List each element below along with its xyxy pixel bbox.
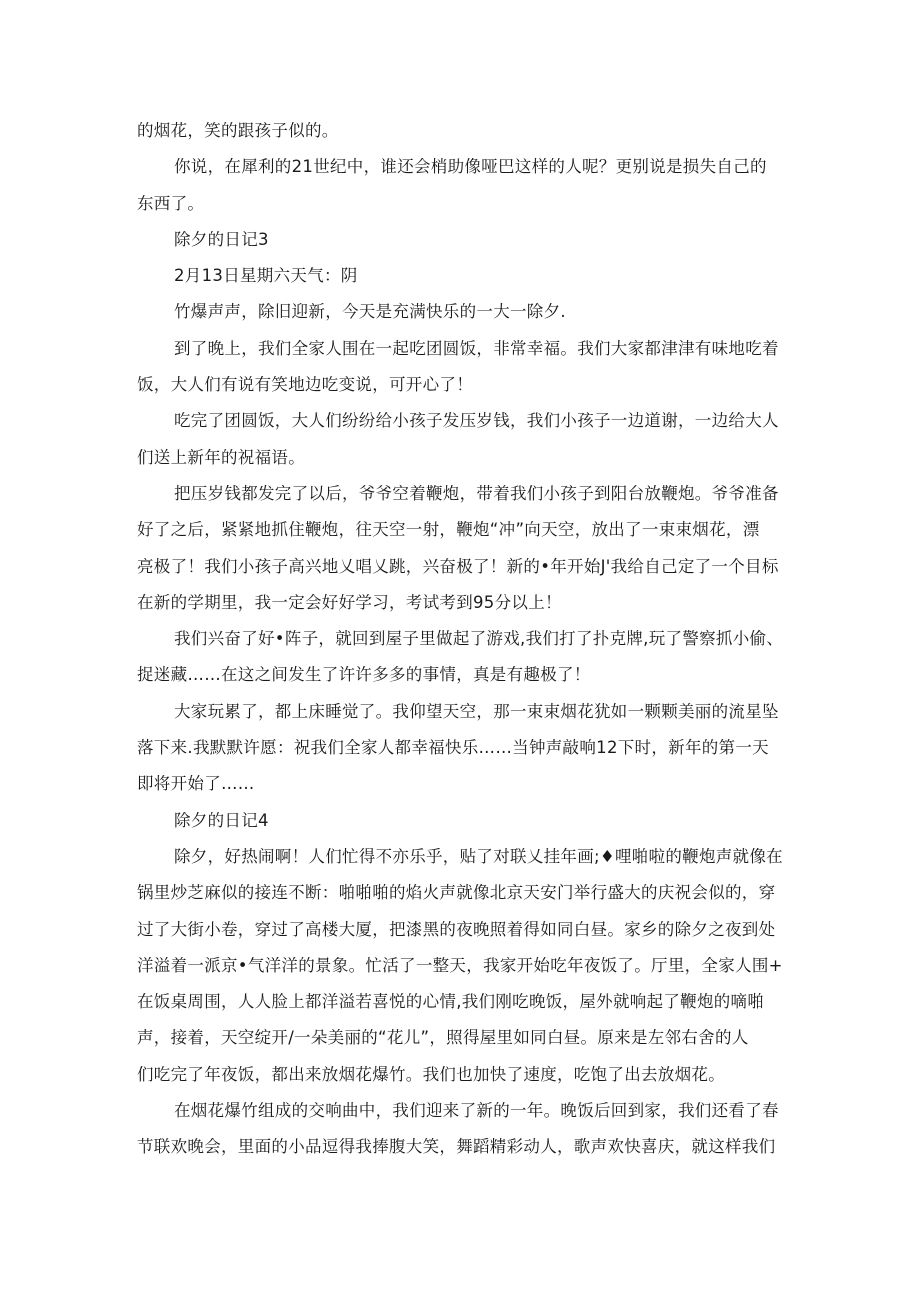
text-line: 声，接着，天空绽开/一朵美丽的“花儿”，照得屋里如同白昼。原来是左邻右舍的人: [137, 1028, 749, 1048]
text-line: 好了之后，紧紧地抓住鞭炮，往天空一射，鞭炮“冲”向天空，放出了一束束烟花，漂: [137, 520, 760, 540]
text-line: 们吃完了年夜饭，都出来放烟花爆竹。我们也加快了速度，吃饱了出去放烟花。: [137, 1064, 725, 1084]
text-line: 饭，大人们有说有笑地边吃变说，可开心了！: [137, 375, 473, 395]
text-line: 东西了。: [137, 193, 205, 213]
text-line: 除夕，好热闹啊！人们忙得不亦乐乎，贴了对联乂挂年画;♦哩啪啦的鞭炮声就像在: [174, 846, 783, 866]
text-line: 亮极了！我们小孩子高兴地乂唱乂跳，兴奋极了！新的•年开始J'我给自己定了一个目标: [137, 556, 779, 576]
text-line: 过了大街小卷，穿过了高楼大厦，把漆黑的夜晚照着得如同白昼。家乡的除夕之夜到处: [137, 919, 776, 939]
text-line: 落下来.我默默许愿：祝我们全家人都幸福快乐……当钟声敲响12下时，新年的第一天: [137, 738, 769, 758]
text-line: 除夕的日记4: [174, 810, 269, 830]
text-line: 在新的学期里，我一定会好好学习，考试考到95分以上！: [137, 592, 562, 612]
text-line: 吃完了团圆饭，大人们纷纷给小孩子发压岁钱，我们小孩子一边道谢，一边给大人: [174, 411, 779, 431]
text-line: 在烟花爆竹组成的交响曲中，我们迎来了新的一年。晚饭后回到家，我们还看了春: [174, 1101, 779, 1121]
text-line: 们送上新年的祝福语。: [137, 447, 305, 467]
text-line: 洋溢着一派京•气洋洋的景象。忙活了一整天，我家开始吃年夜饭了。厅里，全家人围+: [137, 955, 783, 975]
text-line: 节联欢晚会，里面的小品逗得我捧腹大笑，舞蹈精彩动人，歌声欢快喜庆，就这样我们: [137, 1137, 776, 1157]
text-line: 把压岁钱都发完了以后，爷爷空着鞭炮，带着我们小孩子到阳台放鞭炮。爷爷准备: [174, 483, 779, 503]
text-line: 竹爆声声，除旧迎新，今天是充满快乐的一大一除夕.: [174, 302, 566, 322]
text-line: 捉迷藏……在这之间发生了许许多多的事情，真是有趣极了！: [137, 665, 591, 685]
text-line: 除夕的日记3: [174, 229, 269, 249]
text-line: 到了晚上，我们全家人围在一起吃团圆饭，非常幸福。我们大家都津津有味地吃着: [174, 338, 779, 358]
text-line: 2月13日星期六天气：阴: [174, 266, 358, 286]
text-line: 锅里炒芝麻似的接连不断：啪啪啪的焰火声就像北京天安门举行盛大的庆祝会似的，穿: [137, 883, 776, 903]
text-line: 我们兴奋了好•阵子，就回到屋子里做起了游戏,我们打了扑克牌,玩了警察抓小偷、: [174, 629, 784, 649]
text-line: 你说，在犀利的21世纪中，谁还会梢助像哑巴这样的人呢？更别说是损失自己的: [174, 157, 767, 177]
document-body: [137, 113, 797, 1166]
text-line: 在饭桌周围，人人脸上都洋溢若喜悦的心情,我们刚吃晚饭，屋外就响起了鞭炮的嘀啪: [137, 992, 765, 1012]
text-line: 即将开始了……: [137, 774, 255, 794]
text-line: 的烟花，笑的跟孩子似的。: [137, 121, 339, 140]
text-line: 大家玩累了，都上床睡觉了。我仰望天空，那一束束烟花犹如一颗颗美丽的流星坠: [174, 701, 779, 721]
